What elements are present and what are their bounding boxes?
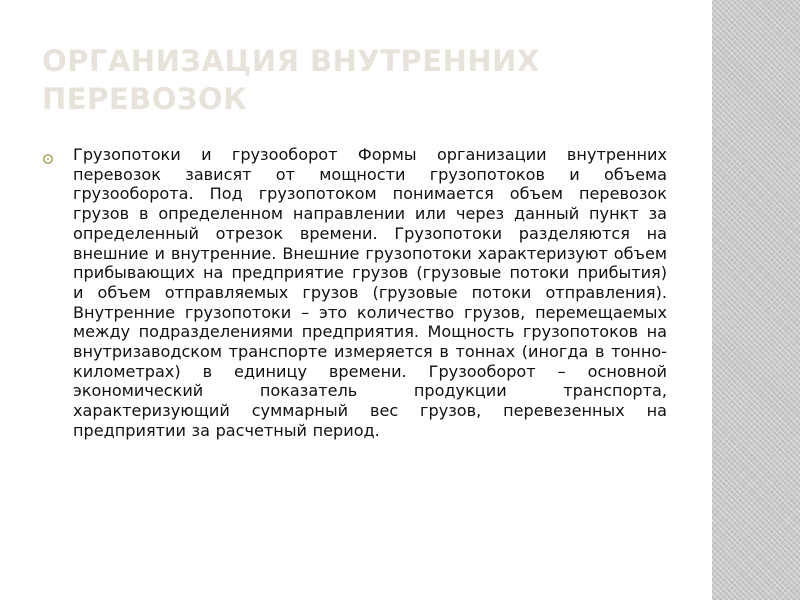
slide-title: ОРГАНИЗАЦИЯ ВНУТРЕННИХ ПЕРЕВОЗОК — [42, 44, 540, 116]
slide-content — [42, 145, 667, 545]
decorative-side-band — [712, 0, 800, 600]
bullet-text: Грузопотоки и грузооборот Формы организации внутренних перевозок зависят от мощности грузопотоков и объема грузооборота. Под грузопотоком понимается объем перевозок грузов в определенном направлении или через данный пункт за определенный отрезок времени. Грузопотоки разделяются на внешние и внутренние. Внешние грузопотоки характеризуют объем прибывающих на предприятие грузов (грузовые потоки прибытия) и объем отправляемых грузов (грузовые потоки отправления). Внутренние грузопотоки – это количество грузов, перемещаемых между подразделениями предприятия. Мощность грузопотоков на внутризаводском транспорте измеряется в тоннах (иногда в тонно-километрах) в единицу времени. Грузооборот – основной экономический показатель продукции транспорта, характеризующий суммарный вес грузов, перевезенных на предприятии за расчетный период. — [73, 145, 667, 440]
bullet-icon — [42, 153, 54, 165]
bullet-list-item — [42, 145, 667, 441]
